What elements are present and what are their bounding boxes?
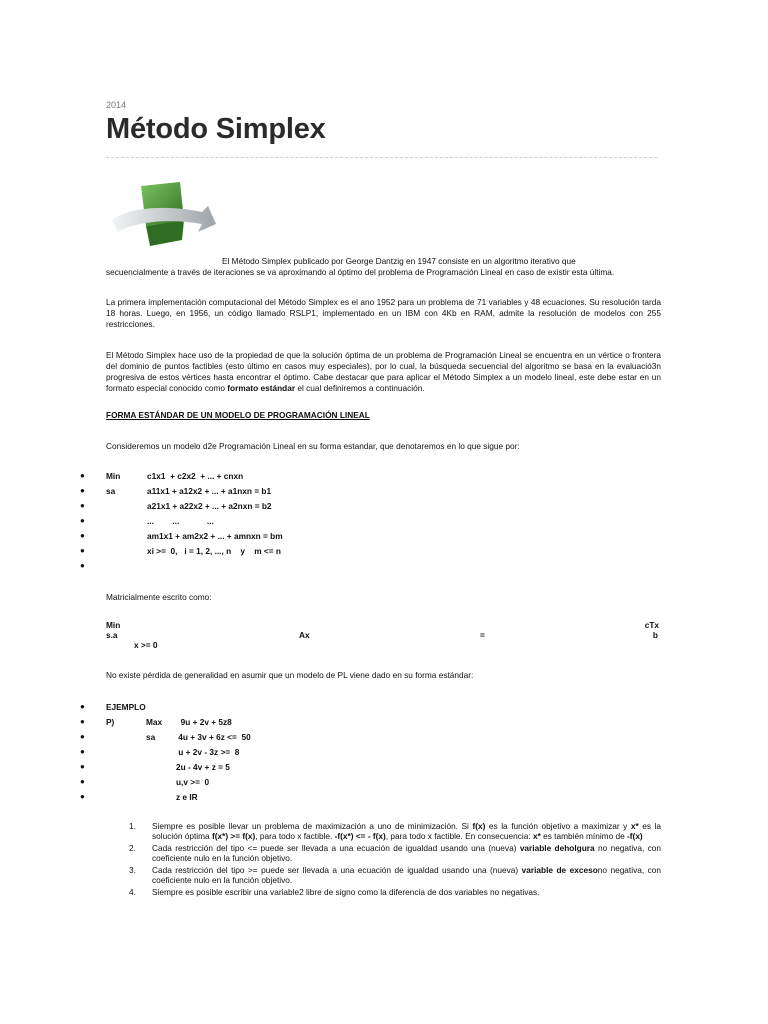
bullet-icon: ● [80,762,85,771]
intro-line-1: El Método Simplex publicado por George Dantzig en 1947 consiste en un algoritmo iterativo que [222,256,576,266]
green-cube-with-arrow-icon [106,180,220,260]
list-item: ● EJEMPLO [80,702,146,712]
list-item: ● Min c1x1 + c2x2 + ... + cnxn [80,471,244,481]
list-item: ● a21x1 + a22x2 + ... + a2nxn = b2 [80,501,272,511]
bullet-icon: ● [80,732,85,741]
document-page [80,100,661,897]
step-item-1: 1. Siempre es posible llevar un problema de maximización a uno de minimización. Si f(x) es la función objetivo a maximizar y x* es la solución óptima f(x*) >= f(x), para todo x factible. -f(x*) <= - f(x), para todo x factible. En consecuencia: x* es también mínimo de -f(x) [129,821,661,841]
matrix-form [106,620,661,650]
property-paragraph [106,350,661,394]
list-item: ● P) Max 9u + 2v + 5z8 [80,717,232,727]
year-label: 2014 [106,100,127,110]
matrix-ctx: cTx [644,620,659,630]
matrix-eq: = [480,630,485,640]
bullet-icon: ● [80,516,85,525]
list-item: ● sa a11x1 + a12x2 + ... + a1nxn = b1 [80,486,272,496]
bullet-icon: ● [80,501,85,510]
list-item: ● u + 2v - 3z >= 8 [80,747,240,757]
step-item-2: 2. Cada restricción del tipo <= puede ser llevada a una ecuación de igualdad usando una (nueva) variable deholgura no negativa, con coeficiente nulo en la función objetivo. [129,843,661,863]
section-heading: FORMA ESTÁNDAR DE UN MODELO DE PROGRAMACIÓN LINEAL [106,410,370,420]
history-paragraph: La primera implementación computacional del Método Simplex es el ano 1952 para un problema de 71 variables y 48 ecuaciones. Su resolución tarda 18 horas. Luego, en 1956, un código llamado RSLP1, implementado en un IBM con 4Kb en RAM, admite la resolución de modelos con 255 restricciones. [106,297,661,329]
bullet-icon: ● [80,486,85,495]
formato-estandar-term: formato estándar [227,383,296,393]
list-item: ● am1x1 + am2x2 + ... + amnxn = bm [80,531,283,541]
generality-paragraph: No existe pérdida de generalidad en asumir que un modelo de PL viene dado en su forma estándar: [106,670,474,680]
list-item: ● ... ... ... [80,516,214,526]
matrix-sa: s.a [106,630,118,640]
bullet-icon: ● [80,531,85,540]
standard-form-list [80,471,480,576]
bullet-icon: ● [80,777,85,786]
matrix-ax: Ax [299,630,310,640]
bullet-icon: ● [80,546,85,555]
bullet-icon: ● [80,747,85,756]
step-item-4: 4. Siempre es posible escribir una variable2 libre de signo como la diferencia de dos variables no negativas. [129,887,540,897]
consider-paragraph: Consideremos un modelo d2e Programación Lineal en su forma estandar, que denotaremos en lo que sigue por: [106,441,520,451]
list-item: ● z e IR [80,792,198,802]
title-divider [106,157,657,158]
bullet-icon: ● [80,561,85,570]
intro-line-2: secuencialmente a través de iteraciones se va aproximando al óptimo del problema de Programación Lineal en caso de existir esta última. [106,267,615,277]
matrix-b: b [652,630,658,640]
bullet-icon: ● [80,471,85,480]
step-item-3: 3. Cada restricción del tipo >= puede ser llevada a una ecuación de igualdad usando una (nueva) variable de excesono negativa, con coeficiente nulo en la función objetivo. [129,865,661,885]
steps-list [106,821,661,899]
list-item: ● xi >= 0, i = 1, 2, ..., n y m <= n [80,546,281,556]
list-item: ● 2u - 4v + z = 5 [80,762,230,772]
bullet-icon: ● [80,792,85,801]
list-item: ● sa 4u + 3v + 6z <= 50 [80,732,251,742]
matrix-min: Min [106,620,121,630]
example-list [80,702,480,807]
matrix-intro: Matricialmente escrito como: [106,592,212,602]
page-title: Método Simplex [106,113,326,145]
bullet-icon: ● [80,717,85,726]
property-text-a: El Método Simplex hace uso de la propiedad de que la solución óptima de un problema de Programación Lineal se encuentra en un vértice o frontera del dominio de puntos factibles (esto último en casos muy especiales), por lo cual, la búsqueda secuencial del algoritmo se basa en la evaluació3n progresiva de estos vértices hasta encontrar el óptimo. Cabe destacar que para aplicar el Método Simplex a un modelo lineal, este debe estar en un formato especial conocido como [106,350,661,393]
bullet-icon: ● [80,702,85,711]
matrix-nonneg: x >= 0 [134,640,158,650]
intro-paragraph [106,256,661,278]
list-item [80,561,480,576]
list-item: ● u,v >= 0 [80,777,210,787]
property-text-b: el cual definiremos a continuación. [295,383,425,393]
